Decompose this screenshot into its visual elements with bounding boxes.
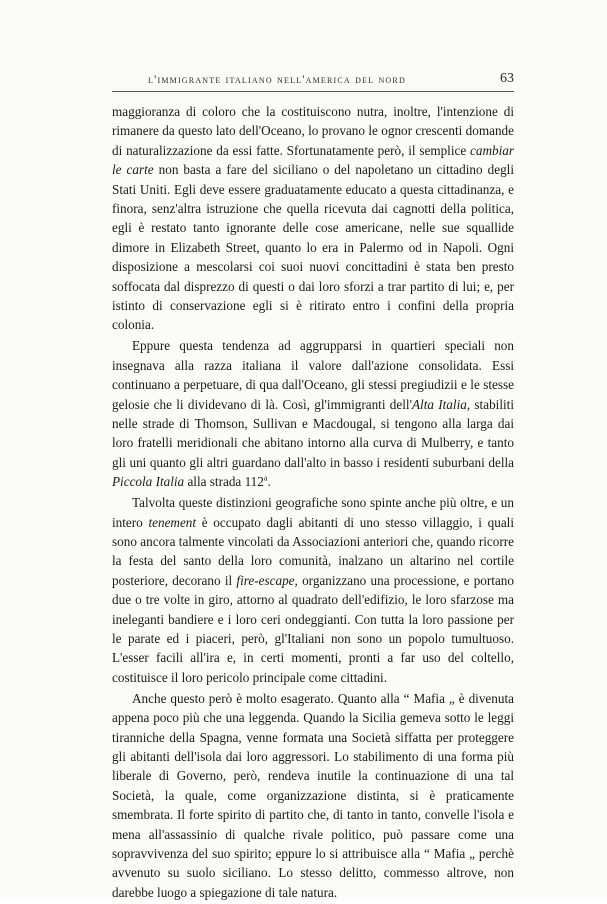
- paragraph-1: [112, 102, 514, 335]
- p2-text-c: alla strada 112: [184, 474, 264, 490]
- page-number: 63: [500, 71, 514, 86]
- p3-italic-tenement: tenement: [148, 514, 197, 530]
- p2-text-b: stabiliti nelle strade di Thomson, Sullivan e Macdougal, si tengono alla larga dai loro fratelli meridionali che abitano intorno alla curva di Mulberry, e tanto gli uni quanto gli altri guardano dall'alto in basso i residenti suburbani della: [112, 396, 514, 470]
- paragraph-4: Anche questo però è molto esagerato. Quanto alla “ Mafia „ è divenuta appena poco più che una leggenda. Quando la Sicilia gemeva sotto le leggi tiranniche della Spagna, venne formata una Società siffatta per proteggere gli abitanti dell'isola dai loro aggressori. Lo stabilimento di una forma più liberale di Governo, però, rendeva inutile la continuazione di una tal Società, la quale, come organizzazione distinta, si è praticamente smembrata. Il forte spirito di partito che, di tanto in tanto, convelle l'isola e mena all'assassinio di qualche rivale politico, può passare come una sopravvivenza del suo spirito; eppure lo si attribuisce alla “ Mafia „ perchè avvenuto su suolo siciliano. Lo stesso delitto, commesso altrove, non darebbe luogo a spiegazione di tale natura.: [112, 690, 514, 900]
- p1-text-a: maggioranza di coloro che la costituiscono nutra, inoltre, l'intenzione di rimanere da questo lato dell'Oceano, lo provano le ognor crescenti domande di naturalizzazione da essi fatte. Sfortunatamente però, il semplice: [112, 104, 514, 158]
- header-rule: [112, 91, 514, 92]
- p2-superscript: a: [263, 473, 268, 483]
- p3-text-c: organizzano una processione, e portano due o tre volte in giro, attorno al quadrato dell'edifizio, le loro sfarzose ma ineleganti bandiere e i loro ceri ondeggianti. Con tutta la loro passione per le parate ed i piaceri, però, gl'Italiani non sono un popolo tumultuoso. L'esser facili all'ira e, in certi momenti, pronti a far uso del coltello, costituisce il loro pericolo principale come cittadini.: [112, 572, 514, 685]
- p1-italic-cambiar-le-carte: cambiar le carte: [112, 142, 514, 178]
- paragraph-2: [112, 336, 514, 491]
- body-text: [112, 102, 514, 904]
- paragraph-3: [112, 493, 514, 687]
- p2-text-a: Eppure questa tendenza ad aggrupparsi in quartieri speciali non insegnava alla razza italiana il valore dall'azione consolidata. Essi continuano a perpetuare, di qua dall'Oceano, gli stessi pregiudizii e le stesse gelosie che li dividevano di là. Così, gl'immigranti dell': [112, 338, 514, 412]
- p1-text-b: non basta a fare del siciliano o del napoletano un cittadino degli Stati Uniti. Egli deve essere graduatamente educato a questa cittadinanza, e finora, senz'altra istruzione che quella ricevuta dai cagnotti della politica, egli è restato tanto ignorante delle cose americane, nelle sue squallide dimore in Elizabeth Street, quanto lo era in Palermo od in Napoli. Ogni disposizione a mescolarsi coi suoi nuovi concittadini è stata ben presto soffocata dal disprezzo di questi o dai loro sforzi a trar partito di lui; e, per istinto di conservazione egli si è ritirato entro i confini della propria colonia.: [112, 162, 514, 333]
- p3-italic-fire-escape: fire-escape,: [236, 572, 298, 588]
- p2-italic-piccola-italia: Piccola Italia: [112, 474, 185, 490]
- p3-text-b: è occupato dagli abitanti di uno stesso villaggio, i quali sono ancora talmente vincolati da Associazioni anteriori che, quando ricorre la festa del santo della loro comunità, inalzano un altarino nel cortile posteriore, decorano il: [112, 514, 514, 588]
- running-header: [112, 72, 514, 90]
- p2-italic-alta-italia: Alta Italia,: [411, 396, 471, 412]
- running-title: l'immigrante italiano nell'america del nord: [148, 72, 406, 86]
- p3-text-a: Talvolta queste distinzioni geografiche sono spinte anche più oltre, e un intero: [112, 495, 514, 530]
- p2-text-d: .: [267, 474, 271, 490]
